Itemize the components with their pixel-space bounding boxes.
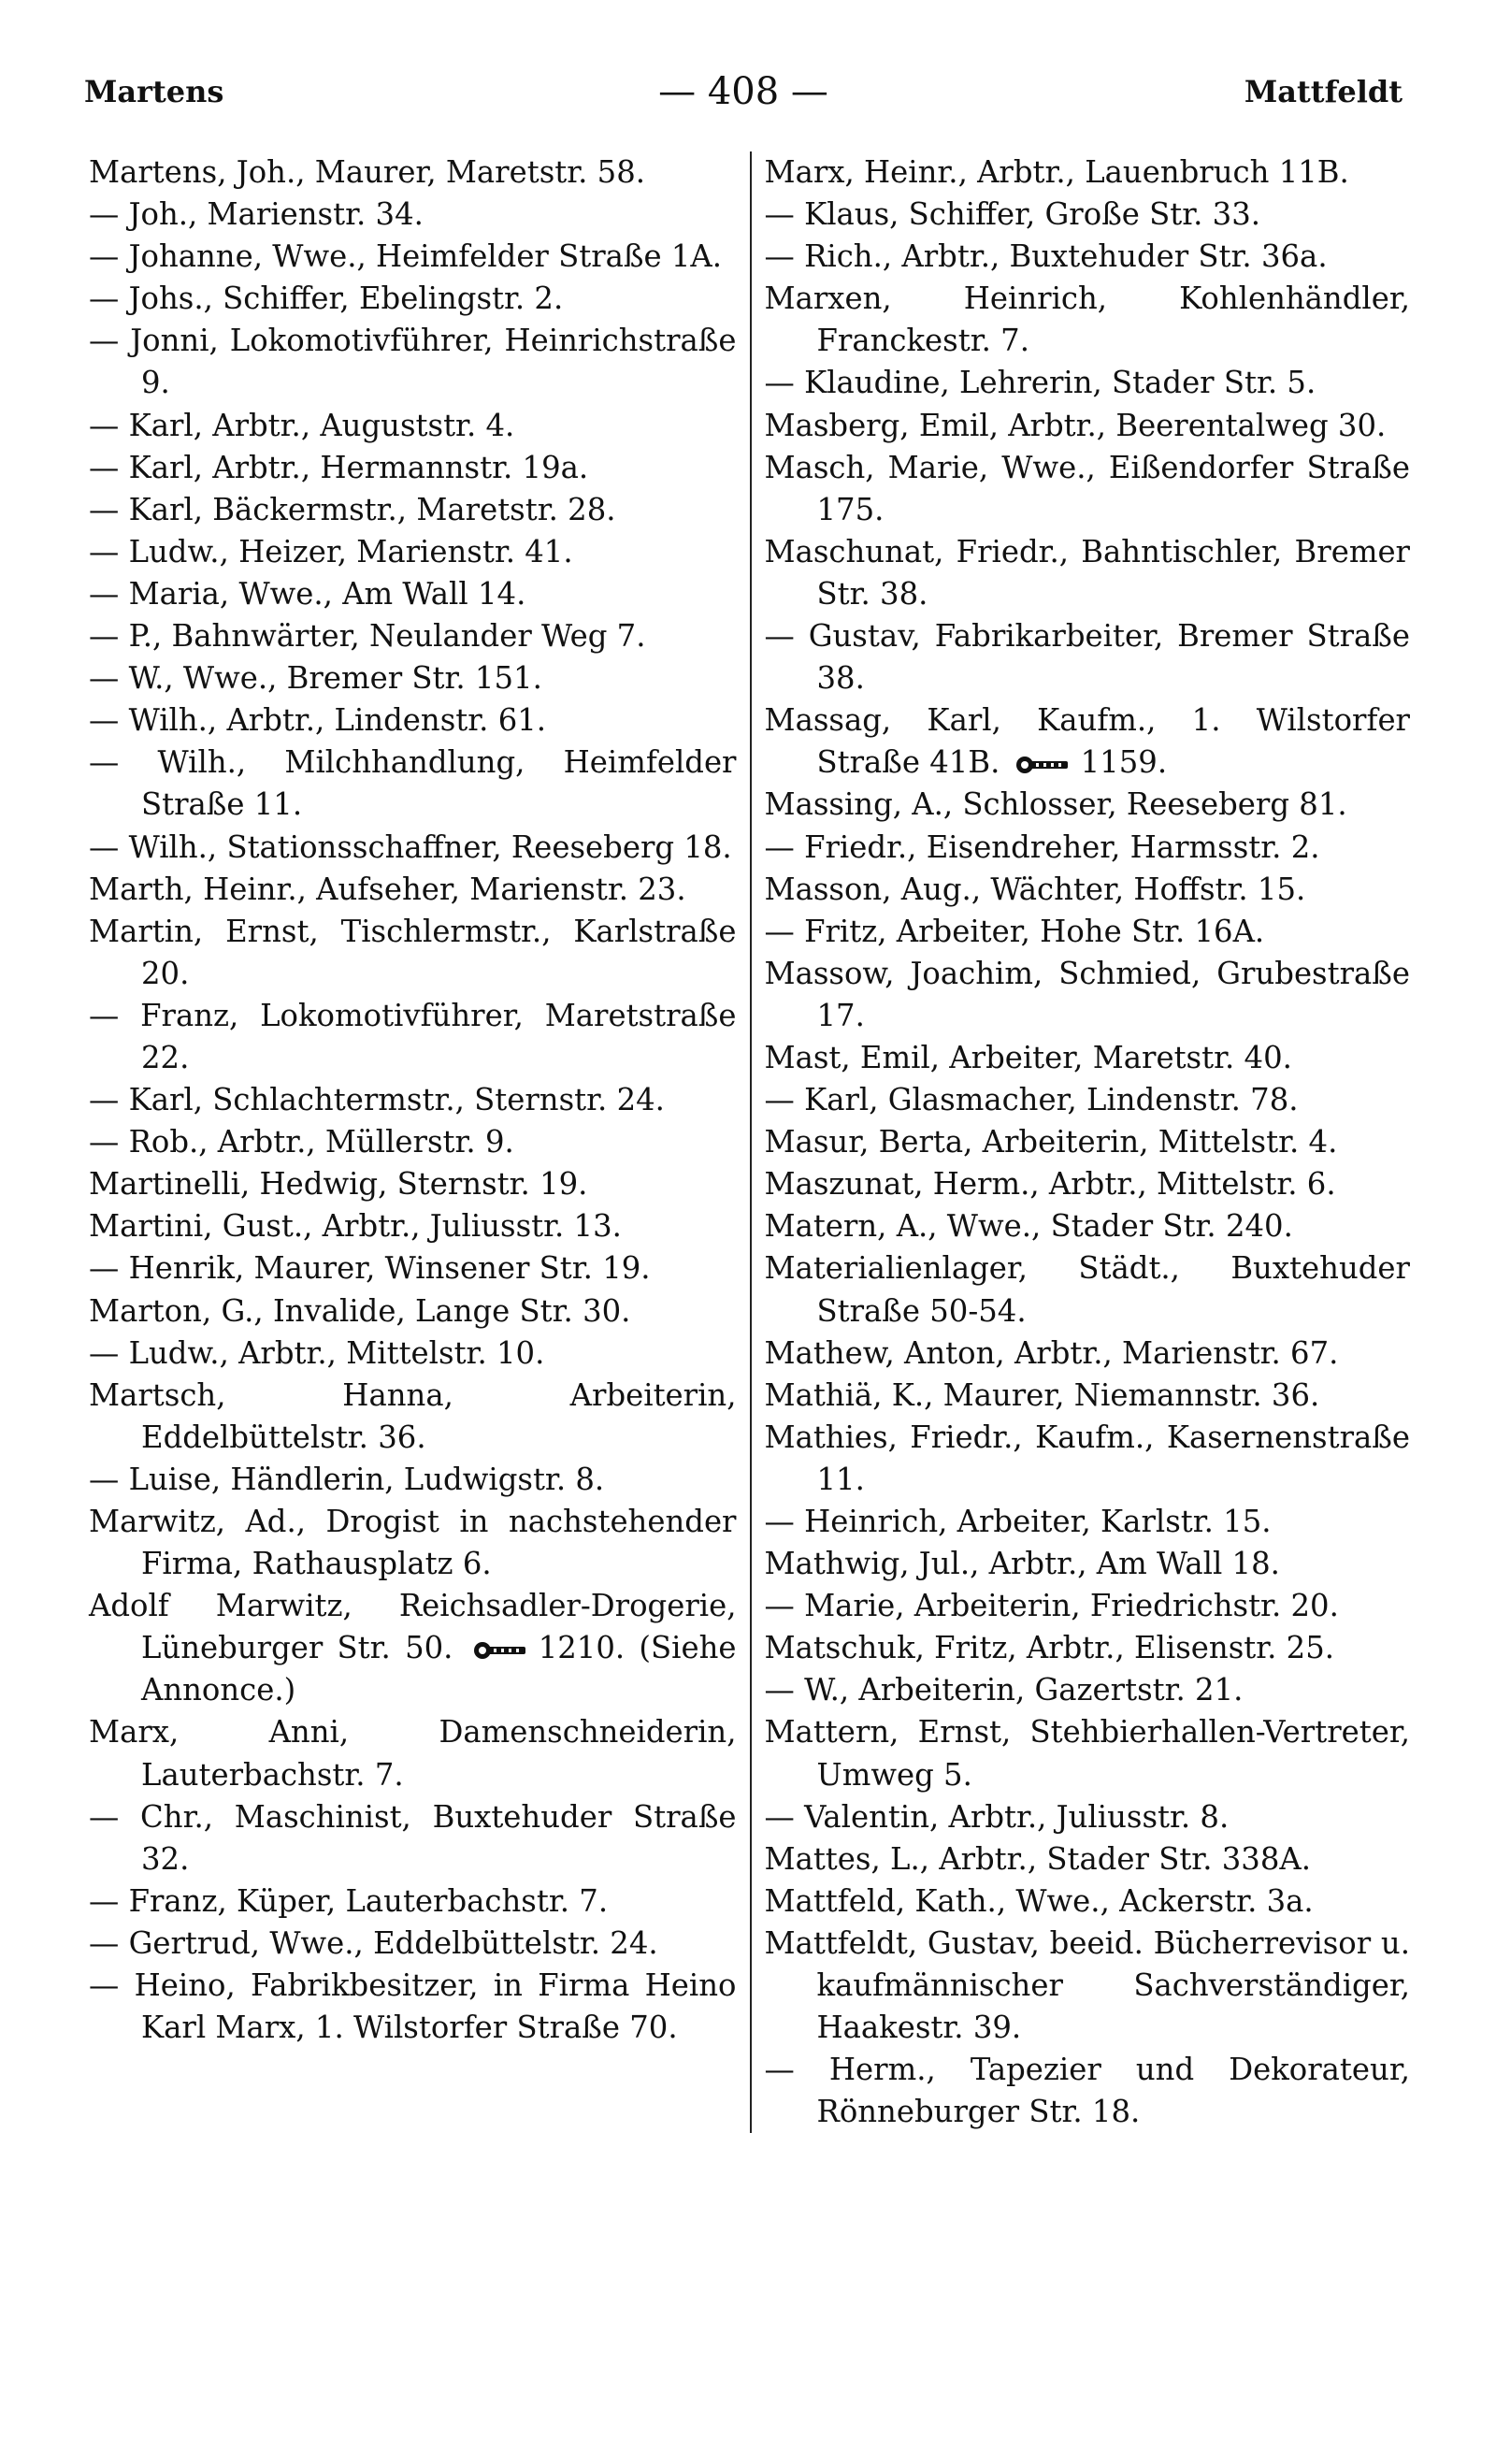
directory-entry: Masch, Marie, Wwe., Eißendorfer Straße 175.: [764, 449, 1410, 527]
directory-entry: Mathies, Friedr., Kaufm., Kasernenstraße 11.: [764, 1419, 1410, 1497]
directory-entry: — Franz, Lokomotivführer, Maretstraße 22.: [89, 997, 737, 1075]
directory-entry: — Karl, Arbtr., Hermannstr. 19a.: [89, 449, 589, 485]
directory-entry: — Heino, Fabrikbesitzer, in Firma Heino Karl Marx, 1. Wilstorfer Straße 70.: [89, 1967, 737, 2046]
entry-text: Massag, Karl, Kaufm., 1. Wilstorfer Straße 41B.: [764, 702, 1410, 781]
directory-entry: Mattfeld, Kath., Wwe., Ackerstr. 3a.: [764, 1882, 1314, 1919]
directory-entry: — Johanne, Wwe., Heimfelder Straße 1A.: [89, 238, 723, 275]
directory-entry: — Ludw., Heizer, Marienstr. 41.: [89, 533, 573, 569]
directory-entry: — Wilh., Arbtr., Lindenstr. 61.: [89, 702, 547, 739]
directory-entry: — Karl, Bäckermstr., Maretstr. 28.: [89, 491, 616, 527]
directory-entry: — Chr., Maschinist, Buxtehuder Straße 32.: [89, 1798, 737, 1877]
directory-entry: [89, 1585, 737, 1711]
telephone-icon: [473, 1640, 527, 1661]
directory-entry: Mattes, L., Arbtr., Stader Str. 338A.: [764, 1840, 1311, 1877]
directory-entry: Mattfeldt, Gustav, beeid. Bücherrevisor u. kaufmännischer Sachverständiger, Haakestr. 39.: [764, 1924, 1410, 2046]
directory-columns: [89, 151, 1410, 2133]
directory-entry: — Herm., Tapezier und Dekorateur, Rönneburger Str. 18.: [764, 2052, 1410, 2130]
directory-entry: — Henrik, Maurer, Winsener Str. 19.: [89, 1250, 651, 1287]
header-left-keyword: Martens: [84, 74, 224, 109]
directory-entry: Martin, Ernst, Tischlermstr., Karlstraße 20.: [89, 913, 737, 991]
right-column: [750, 151, 1411, 2133]
directory-entry: Marx, Heinr., Arbtr., Lauenbruch 11B.: [764, 154, 1349, 190]
directory-entry: Marxen, Heinrich, Kohlenhändler, Franckestr. 7.: [764, 281, 1410, 359]
directory-entry: Marton, G., Invalide, Lange Str. 30.: [89, 1292, 631, 1329]
directory-entry: Massow, Joachim, Schmied, Grubestraße 17.: [764, 955, 1410, 1033]
directory-entry: — Jonni, Lokomotivführer, Heinrichstraße 9.: [89, 323, 737, 401]
directory-entry: — W., Wwe., Bremer Str. 151.: [89, 660, 542, 697]
directory-entry: Matschuk, Fritz, Arbtr., Elisenstr. 25.: [764, 1630, 1335, 1666]
entry-note: (Siehe Annonce.): [141, 1630, 737, 1708]
directory-entry: — Marie, Arbeiterin, Friedrichstr. 20.: [764, 1588, 1339, 1624]
directory-entry: — Wilh., Stationsschaffner, Reeseberg 18.: [89, 829, 732, 865]
directory-entry: Marth, Heinr., Aufseher, Marienstr. 23.: [89, 871, 686, 907]
directory-entry: Mathwig, Jul., Arbtr., Am Wall 18.: [764, 1546, 1280, 1582]
directory-entry: — P., Bahnwärter, Neulander Weg 7.: [89, 618, 646, 655]
directory-entry: Marwitz, Ad., Drogist in nachstehender Firma, Rathausplatz 6.: [89, 1504, 737, 1582]
directory-entry: Martinelli, Hedwig, Sternstr. 19.: [89, 1166, 588, 1203]
directory-entry: — Friedr., Eisendreher, Harmsstr. 2.: [764, 829, 1320, 865]
directory-entry: Maschunat, Friedr., Bahntischler, Bremer Str. 38.: [764, 533, 1410, 612]
directory-entry: Maszunat, Herm., Arbtr., Mittelstr. 6.: [764, 1166, 1336, 1203]
phone-number: 1159.: [1080, 744, 1168, 781]
directory-entry: Martsch, Hanna, Arbeiterin, Eddelbüttelstr. 36.: [89, 1376, 737, 1455]
directory-entry: — Rich., Arbtr., Buxtehuder Str. 36a.: [764, 238, 1328, 275]
page-header: [84, 65, 1402, 118]
directory-entry: — Franz, Küper, Lauterbachstr. 7.: [89, 1882, 609, 1919]
phone-number: 1210.: [538, 1630, 626, 1666]
directory-entry: — Heinrich, Arbeiter, Karlstr. 15.: [764, 1504, 1272, 1539]
directory-entry: [765, 699, 1411, 784]
directory-entry: — Johs., Schiffer, Ebelingstr. 2.: [89, 281, 564, 317]
directory-entry: — Klaus, Schiffer, Große Str. 33.: [764, 196, 1261, 233]
directory-entry: — Wilh., Milchhandlung, Heimfelder Straße 11.: [89, 744, 737, 823]
directory-entry: Materialienlager, Städt., Buxtehuder Straße 50-54.: [764, 1250, 1410, 1329]
directory-entry: — Gertrud, Wwe., Eddelbüttelstr. 24.: [89, 1924, 658, 1961]
directory-entry: — Klaudine, Lehrerin, Stader Str. 5.: [764, 365, 1316, 401]
directory-entry: Matern, A., Wwe., Stader Str. 240.: [764, 1208, 1293, 1245]
directory-entry: — Fritz, Arbeiter, Hohe Str. 16A.: [764, 913, 1265, 949]
directory-entry: Masson, Aug., Wächter, Hoffstr. 15.: [764, 871, 1306, 907]
directory-entry: — Luise, Händlerin, Ludwigstr. 8.: [89, 1461, 605, 1497]
telephone-icon: [1015, 755, 1070, 775]
directory-entry: — Ludw., Arbtr., Mittelstr. 10.: [89, 1334, 545, 1371]
directory-entry: — Joh., Marienstr. 34.: [89, 196, 424, 233]
directory-entry: Martens, Joh., Maurer, Maretstr. 58.: [89, 154, 646, 190]
directory-entry: Mast, Emil, Arbeiter, Maretstr. 40.: [764, 1039, 1292, 1075]
header-right-keyword: Mattfeldt: [1244, 74, 1402, 109]
directory-entry: Masberg, Emil, Arbtr., Beerentalweg 30.: [764, 407, 1387, 443]
directory-entry: Massing, A., Schlosser, Reeseberg 81.: [764, 786, 1347, 823]
left-column: [89, 151, 750, 2133]
directory-entry: — Gustav, Fabrikarbeiter, Bremer Straße 38.: [764, 618, 1410, 697]
directory-entry: — Karl, Schlachtermstr., Sternstr. 24.: [89, 1082, 665, 1118]
directory-entry: — Maria, Wwe., Am Wall 14.: [89, 575, 526, 612]
entry-text: Adolf Marwitz, Reichsadler-Drogerie, Lüneburger Str. 50.: [89, 1588, 737, 1666]
directory-entry: Marx, Anni, Damenschneiderin, Lauterbachstr. 7.: [89, 1714, 737, 1793]
directory-entry: — Karl, Glasmacher, Lindenstr. 78.: [764, 1082, 1299, 1118]
page-number: — 408 —: [658, 70, 828, 113]
directory-entry: — Rob., Arbtr., Müllerstr. 9.: [89, 1124, 514, 1160]
directory-entry: — Valentin, Arbtr., Juliusstr. 8.: [764, 1798, 1230, 1835]
directory-entry: Masur, Berta, Arbeiterin, Mittelstr. 4.: [764, 1124, 1338, 1160]
directory-entry: — W., Arbeiterin, Gazertstr. 21.: [764, 1672, 1244, 1708]
directory-entry: Martini, Gust., Arbtr., Juliusstr. 13.: [89, 1208, 622, 1245]
directory-entry: Mathiä, K., Maurer, Niemannstr. 36.: [764, 1376, 1320, 1413]
directory-entry: — Karl, Arbtr., Auguststr. 4.: [89, 407, 515, 443]
directory-entry: Mattern, Ernst, Stehbierhallen-Vertreter, Umweg 5.: [764, 1714, 1410, 1793]
directory-entry: Mathew, Anton, Arbtr., Marienstr. 67.: [764, 1334, 1339, 1371]
